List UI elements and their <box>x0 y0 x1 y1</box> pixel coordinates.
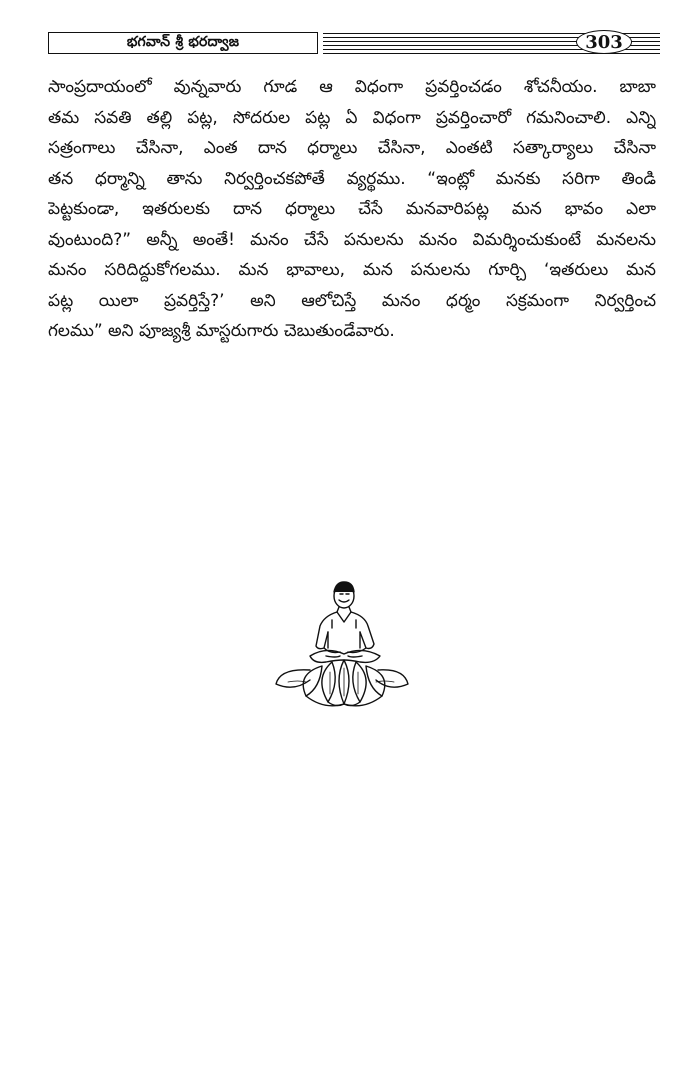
master-on-lotus-icon <box>270 576 412 716</box>
text-line: సాంప్రదాయంలో వున్నవారు గూడ ఆ విధంగా ప్రవర్తించడం శోచనీయం. బాబా <box>48 77 656 97</box>
text-line: వుంటుంది?” అన్నీ అంతే! మనం చేసే పనులను మనం విమర్శించుకుంటే మనలను <box>48 229 656 250</box>
book-title: భగవాన్ శ్రీ భరద్వాజ <box>48 32 318 54</box>
text-line: గలము” అని పూజ్యశ్రీ మాస్టరుగారు చెబుతుండేవారు. <box>48 321 395 341</box>
text-line: సత్రంగాలు చేసినా, ఎంత దాన ధర్మాలు చేసినా, ఎంతటి సత్కార్యాలు చేసినా <box>48 138 656 158</box>
text-line: తన ధర్మాన్ని తాను నిర్వర్తించకపోతే వ్యర్థము. “ఇంట్లో మనకు సరిగా తిండి <box>48 168 656 189</box>
page-number: 303 <box>576 30 632 54</box>
text-line: మనం సరిదిద్దుకోగలము. మన భావాలు, మన పనులను గూర్చి ‘ఇతరులు మన <box>48 260 656 280</box>
text-line: తమ సవతి తల్లి పట్ల, సోదరుల పట్ల ఏ విధంగా ప్రవర్తించారో గమనించాలి. ఎన్ని <box>48 107 656 128</box>
text-line: పట్ల యిలా ప్రవర్తిస్తే?’ అని ఆలోచిస్తే మనం ధర్మం సక్రమంగా నిర్వర్తించ <box>48 290 656 311</box>
running-header <box>48 32 660 56</box>
text-line: పెట్టకుండా, ఇతరులకు దాన ధర్మాలు చేసే మనవారిపట్ల మన భావం ఎలా <box>48 199 656 219</box>
header-rules <box>323 33 660 53</box>
body-paragraph <box>48 72 656 347</box>
